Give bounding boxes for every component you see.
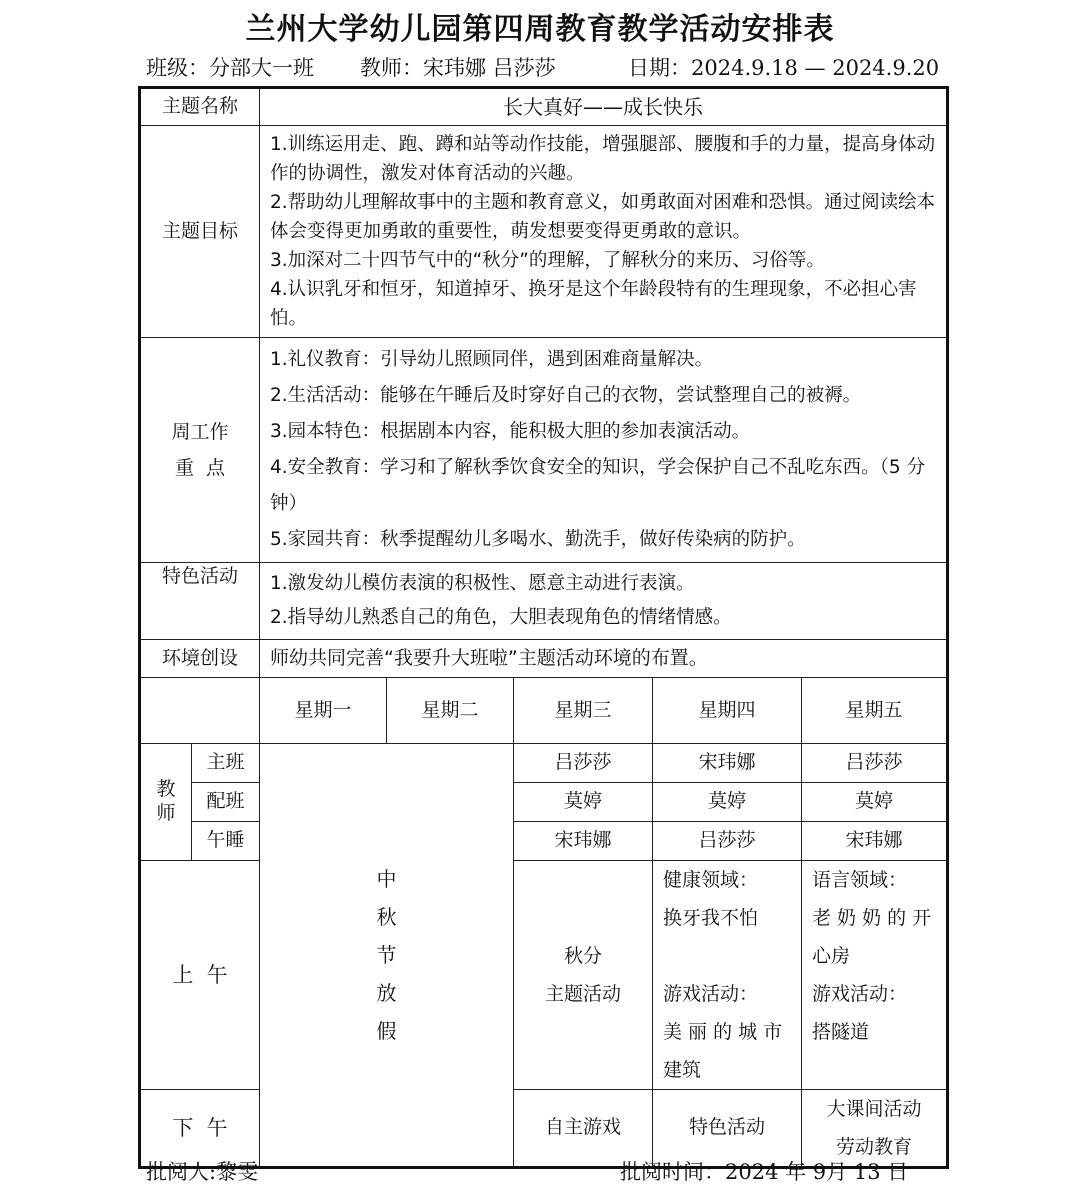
- theme-label: 主题名称: [140, 88, 260, 126]
- wed-morning-line: 秋分: [564, 945, 603, 967]
- goal-item: 1.训练运用走、跑、蹲和站等动作技能，增强腿部、腰腹和手的力量，提高身体动作的协调性，激发对体育活动的兴趣。: [270, 134, 936, 184]
- corner-cell: [140, 678, 260, 744]
- wed-nap-teacher: 宋玮娜: [514, 822, 653, 861]
- fri-morning-line: 游戏活动：: [812, 983, 908, 1005]
- holiday-char: 节: [376, 943, 397, 967]
- focus-content: [260, 338, 948, 563]
- holiday-char: 放: [376, 981, 397, 1005]
- review-time: 批阅时间：2024 年 9月 13 日: [620, 1160, 909, 1184]
- teacher-group-label: [140, 744, 192, 861]
- thu-nap-teacher: 吕莎莎: [653, 822, 802, 861]
- goals-label: 主题目标: [140, 126, 260, 338]
- thu-morning-line: 健康领域：: [663, 869, 759, 891]
- thu-morning-line: 建筑: [663, 1059, 702, 1081]
- holiday-char: 中: [376, 867, 397, 891]
- special-item: 2.指导幼儿熟悉自己的角色，大胆表现角色的情绪情感。: [270, 607, 732, 628]
- thu-afternoon-activity: 特色活动: [653, 1090, 802, 1168]
- day-tuesday: 星期二: [387, 678, 514, 744]
- page-title: 兰州大学幼儿园第四周教育教学活动安排表: [245, 12, 835, 47]
- morning-label: 上 午: [140, 861, 260, 1090]
- fri-morning-line: 心房: [812, 945, 851, 967]
- goal-item: 3.加深对二十四节气中的“秋分”的理解，了解秋分的来历、习俗等。: [270, 250, 825, 271]
- theme-value: 长大真好——成长快乐: [260, 88, 948, 126]
- fri-morning-activity: [802, 861, 948, 1090]
- class-label: 班级：分部大一班: [146, 56, 314, 80]
- holiday-char: 秋: [376, 905, 397, 929]
- role-assistant: 配班: [192, 783, 260, 822]
- focus-label-line-2: 重 点: [174, 457, 226, 479]
- reviewer: 批阅人:黎雯: [146, 1160, 259, 1184]
- fri-morning-line: 语言领域：: [812, 869, 908, 891]
- day-friday: 星期五: [802, 678, 948, 744]
- goal-item: 4.认识乳牙和恒牙，知道掉牙、换牙是这个年龄段特有的生理现象，不必担心害怕。: [270, 279, 917, 329]
- wed-morning-line: 主题活动: [545, 983, 622, 1005]
- fri-assistant-teacher: 莫婷: [802, 783, 948, 822]
- thu-morning-activity: [653, 861, 802, 1090]
- teacher-label: 教师：宋玮娜 吕莎莎: [360, 56, 556, 80]
- special-label: 特色活动: [140, 563, 260, 640]
- wed-assistant-teacher: 莫婷: [514, 783, 653, 822]
- holiday-char: 假: [376, 1019, 397, 1043]
- environment-value: 师幼共同完善“我要升大班啦”主题活动环境的布置。: [260, 640, 948, 678]
- focus-label-line-1: 周工作: [171, 421, 229, 443]
- wed-morning-activity: [514, 861, 653, 1090]
- focus-item: 5.家园共育：秋季提醒幼儿多喝水、勤洗手，做好传染病的防护。: [270, 529, 806, 550]
- teacher-group-char: 师: [156, 802, 176, 824]
- thu-morning-line: 换牙我不怕: [663, 907, 759, 929]
- role-nap: 午睡: [192, 822, 260, 861]
- special-content: [260, 563, 948, 640]
- focus-item: 2.生活活动：能够在午睡后及时穿好自己的衣物，尝试整理自己的被褥。: [270, 385, 862, 406]
- wed-afternoon-activity: 自主游戏: [514, 1090, 653, 1168]
- thu-morning-line: 美 丽 的 城 市: [663, 1021, 783, 1043]
- goals-content: [260, 126, 948, 338]
- special-item: 1.激发幼儿模仿表演的积极性、愿意主动进行表演。: [270, 573, 695, 594]
- thu-assistant-teacher: 莫婷: [653, 783, 802, 822]
- afternoon-label: 下 午: [140, 1090, 260, 1168]
- fri-morning-line: 老 奶 奶 的 开: [812, 907, 932, 929]
- wed-main-teacher: 吕莎莎: [514, 744, 653, 783]
- focus-item: 3.园本特色：根据剧本内容，能积极大胆的参加表演活动。: [270, 421, 751, 442]
- goal-item: 2.帮助幼儿理解故事中的主题和教育意义，如勇敢面对困难和恐惧。通过阅读绘本体会变得更加勇敢的重要性，萌发想要变得更勇敢的意识。: [270, 192, 936, 242]
- holiday-cell: [260, 744, 514, 1168]
- focus-label: [140, 338, 260, 563]
- teacher-group-char: 教: [156, 778, 176, 801]
- fri-afternoon-line: 大课间活动: [826, 1098, 922, 1120]
- thu-morning-line: 游戏活动：: [663, 983, 759, 1005]
- day-thursday: 星期四: [653, 678, 802, 744]
- thu-morning-line: [663, 937, 801, 975]
- day-wednesday: 星期三: [514, 678, 653, 744]
- fri-main-teacher: 吕莎莎: [802, 744, 948, 783]
- role-main: 主班: [192, 744, 260, 783]
- focus-item: 4.安全教育：学习和了解秋季饮食安全的知识，学会保护自己不乱吃东西。（5 分钟）: [270, 457, 926, 514]
- schedule-table: [138, 86, 949, 1169]
- fri-morning-line: 搭隧道: [812, 1021, 870, 1043]
- fri-nap-teacher: 宋玮娜: [802, 822, 948, 861]
- environment-label: 环境创设: [140, 640, 260, 678]
- day-monday: 星期一: [260, 678, 387, 744]
- thu-main-teacher: 宋玮娜: [653, 744, 802, 783]
- date-label: 日期：2024.9.18 — 2024.9.20: [628, 56, 940, 80]
- focus-item: 1.礼仪教育：引导幼儿照顾同伴，遇到困难商量解决。: [270, 349, 714, 370]
- fri-afternoon-line: 劳动教育: [836, 1136, 913, 1158]
